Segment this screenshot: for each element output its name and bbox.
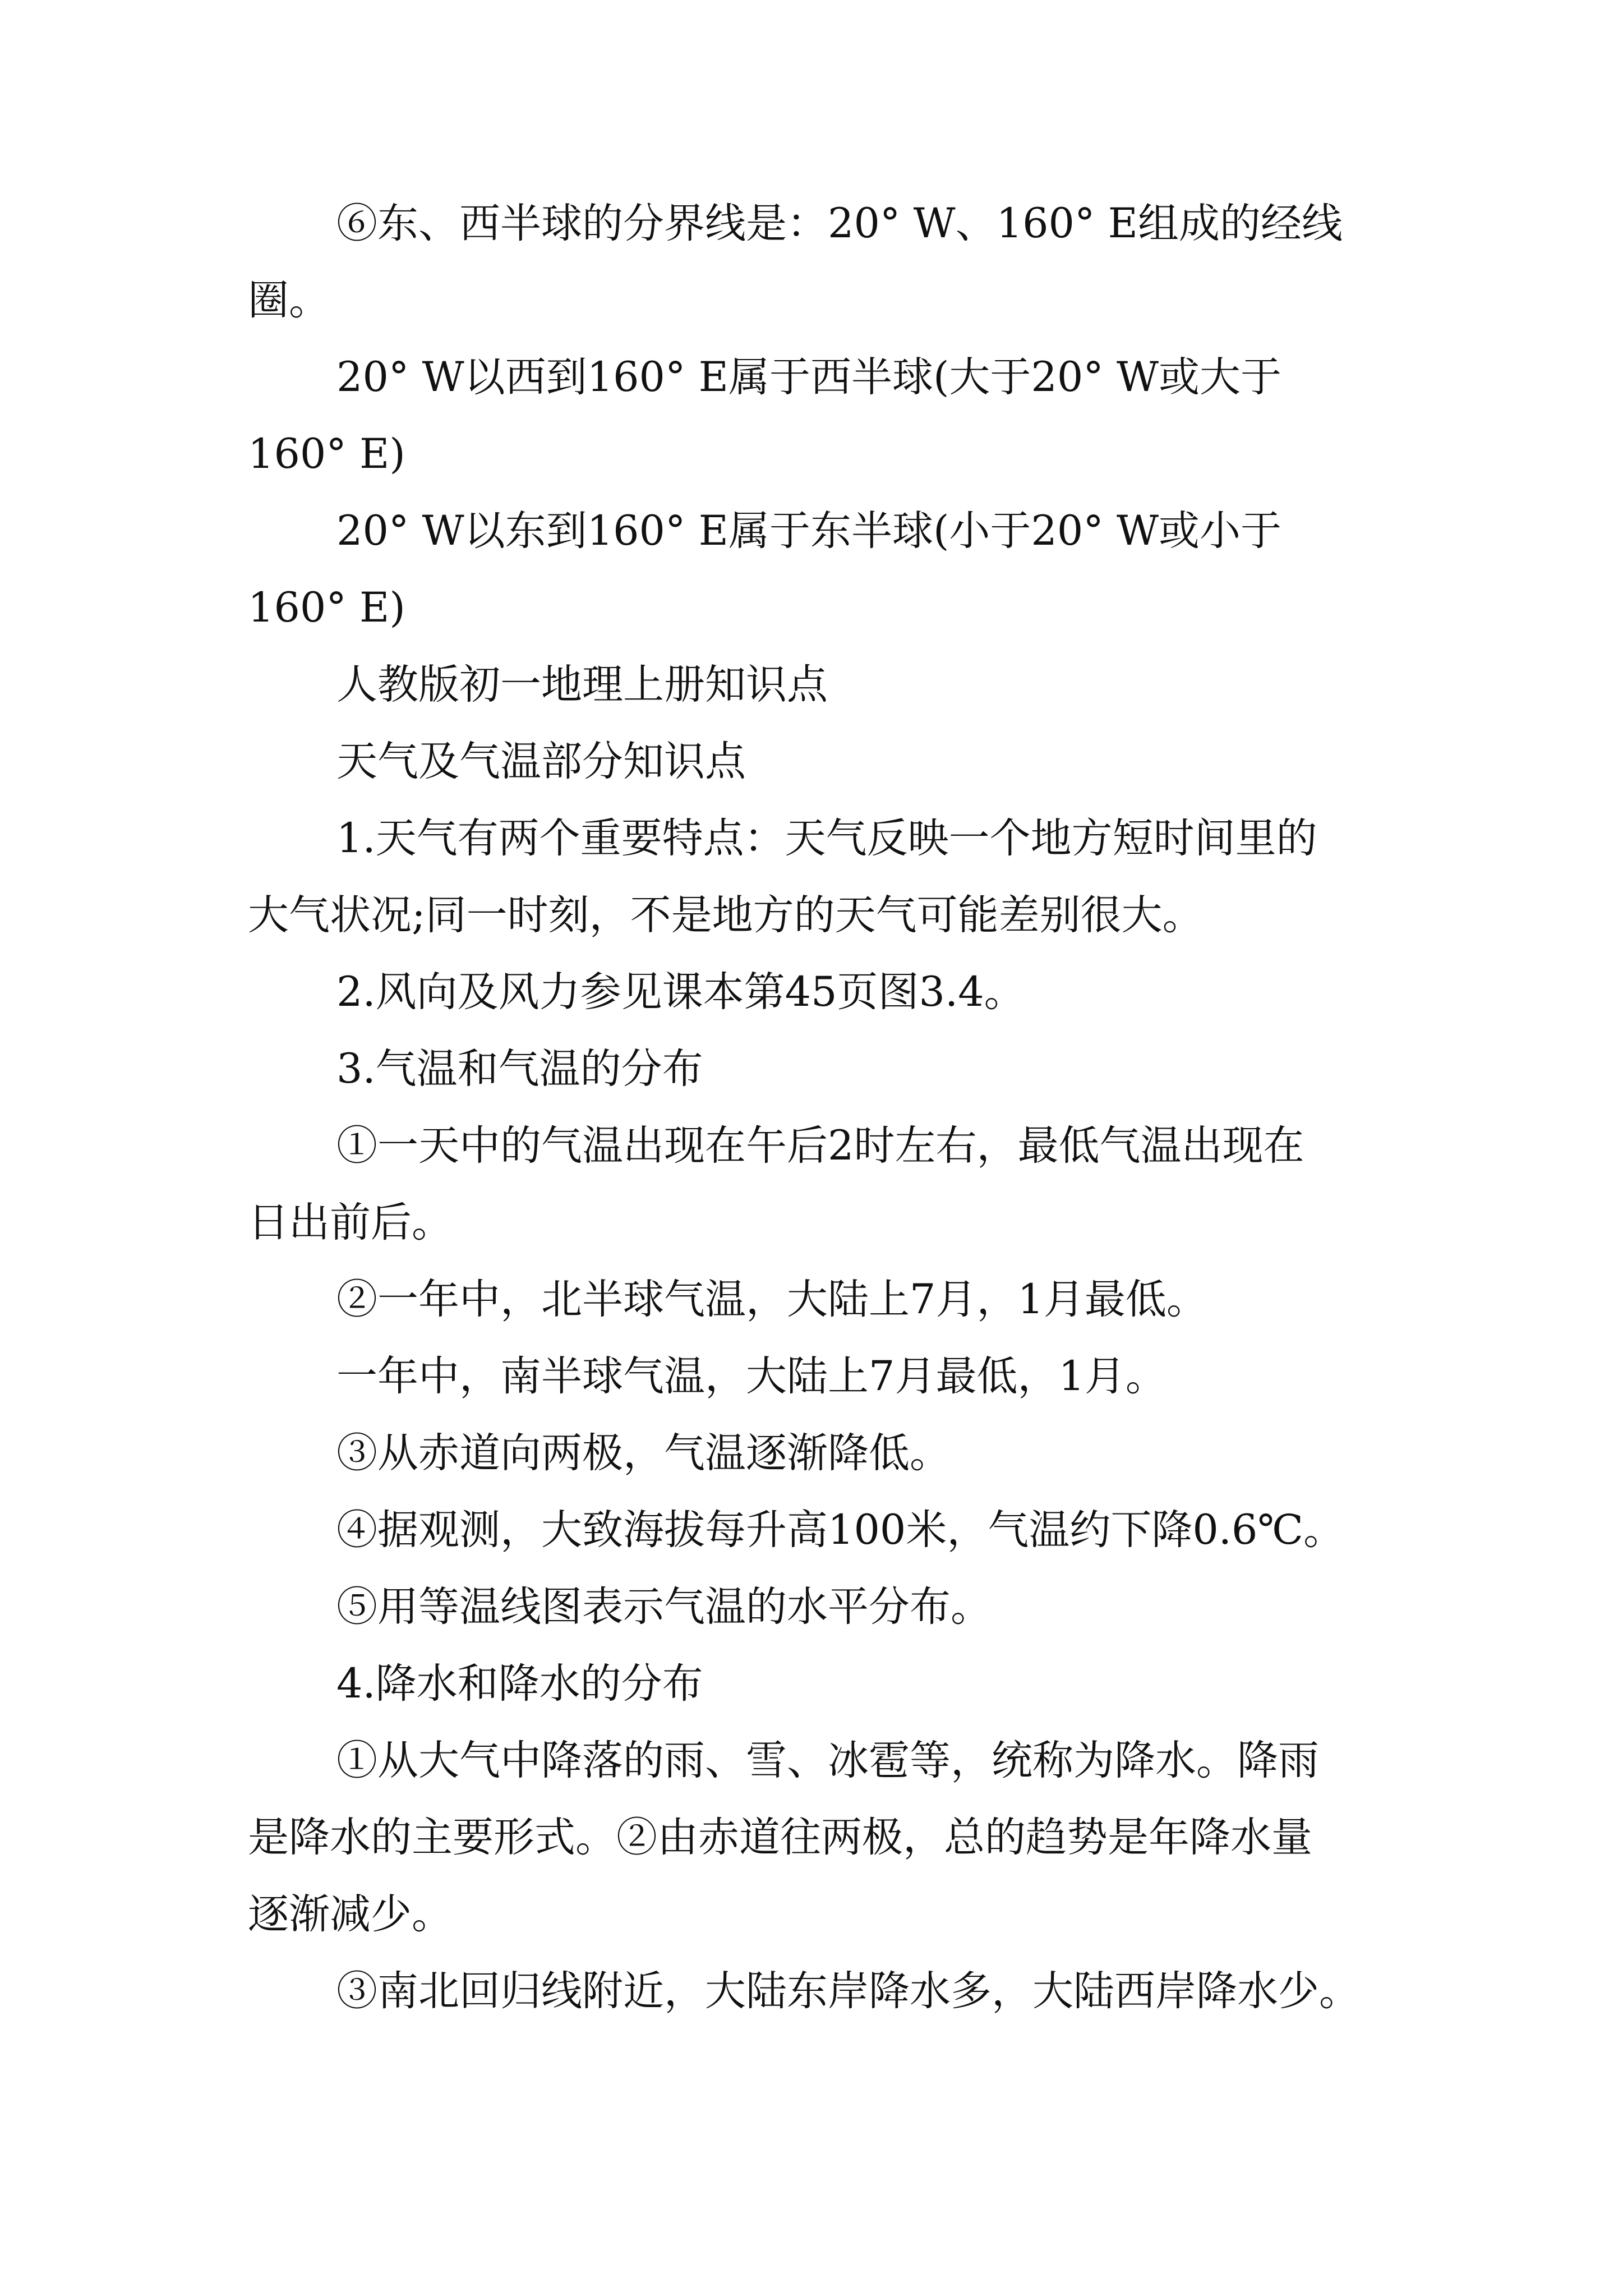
text-line: 日出前后。 — [248, 1199, 453, 1246]
text-line: 1.天气有两个重要特点：天气反映一个地方短时间里的 — [336, 815, 1317, 862]
text-line: 逐渐减少。 — [248, 1890, 453, 1938]
text-line: ①一天中的气温出现在午后2时左右，最低气温出现在 — [336, 1122, 1304, 1170]
text-line: 圈。 — [248, 277, 330, 324]
text-line: 大气状况;同一时刻，不是地方的天气可能差别很大。 — [248, 891, 1204, 939]
text-line: 160° E) — [248, 584, 405, 632]
text-line: 3.气温和气温的分布 — [336, 1045, 703, 1093]
text-line: 人教版初一地理上册知识点 — [336, 661, 828, 708]
text-line: 4.降水和降水的分布 — [336, 1660, 703, 1708]
document-body — [248, 185, 1381, 2030]
text-line: ④据观测，大致海拔每升高100米，气温约下降0.6℃。 — [336, 1506, 1345, 1554]
text-line: ⑥东、西半球的分界线是：20° W、160° E组成的经线 — [336, 200, 1343, 247]
text-line: 是降水的主要形式。②由赤道往两极，总的趋势是年降水量 — [248, 1814, 1312, 1861]
text-line: 20° W以东到160° E属于东半球(小于20° W或小于 — [336, 507, 1282, 555]
text-line: ②一年中，北半球气温，大陆上7月，1月最低。 — [336, 1276, 1207, 1323]
text-line: 20° W以西到160° E属于西半球(大于20° W或大于 — [336, 353, 1282, 401]
text-line: ③南北回归线附近，大陆东岸降水多，大陆西岸降水少。 — [336, 1967, 1360, 2015]
text-line: 天气及气温部分知识点 — [336, 738, 746, 785]
text-line: 160° E) — [248, 430, 405, 478]
text-line: ⑤用等温线图表示气温的水平分布。 — [336, 1583, 992, 1631]
text-line: 2.风向及风力参见课本第45页图3.4。 — [336, 968, 1025, 1016]
text-line: 一年中，南半球气温，大陆上7月最低，1月。 — [336, 1352, 1166, 1400]
text-line: ①从大气中降落的雨、雪、冰雹等，统称为降水。降雨 — [336, 1737, 1319, 1784]
text-line: ③从赤道向两极，气温逐渐降低。 — [336, 1429, 951, 1477]
